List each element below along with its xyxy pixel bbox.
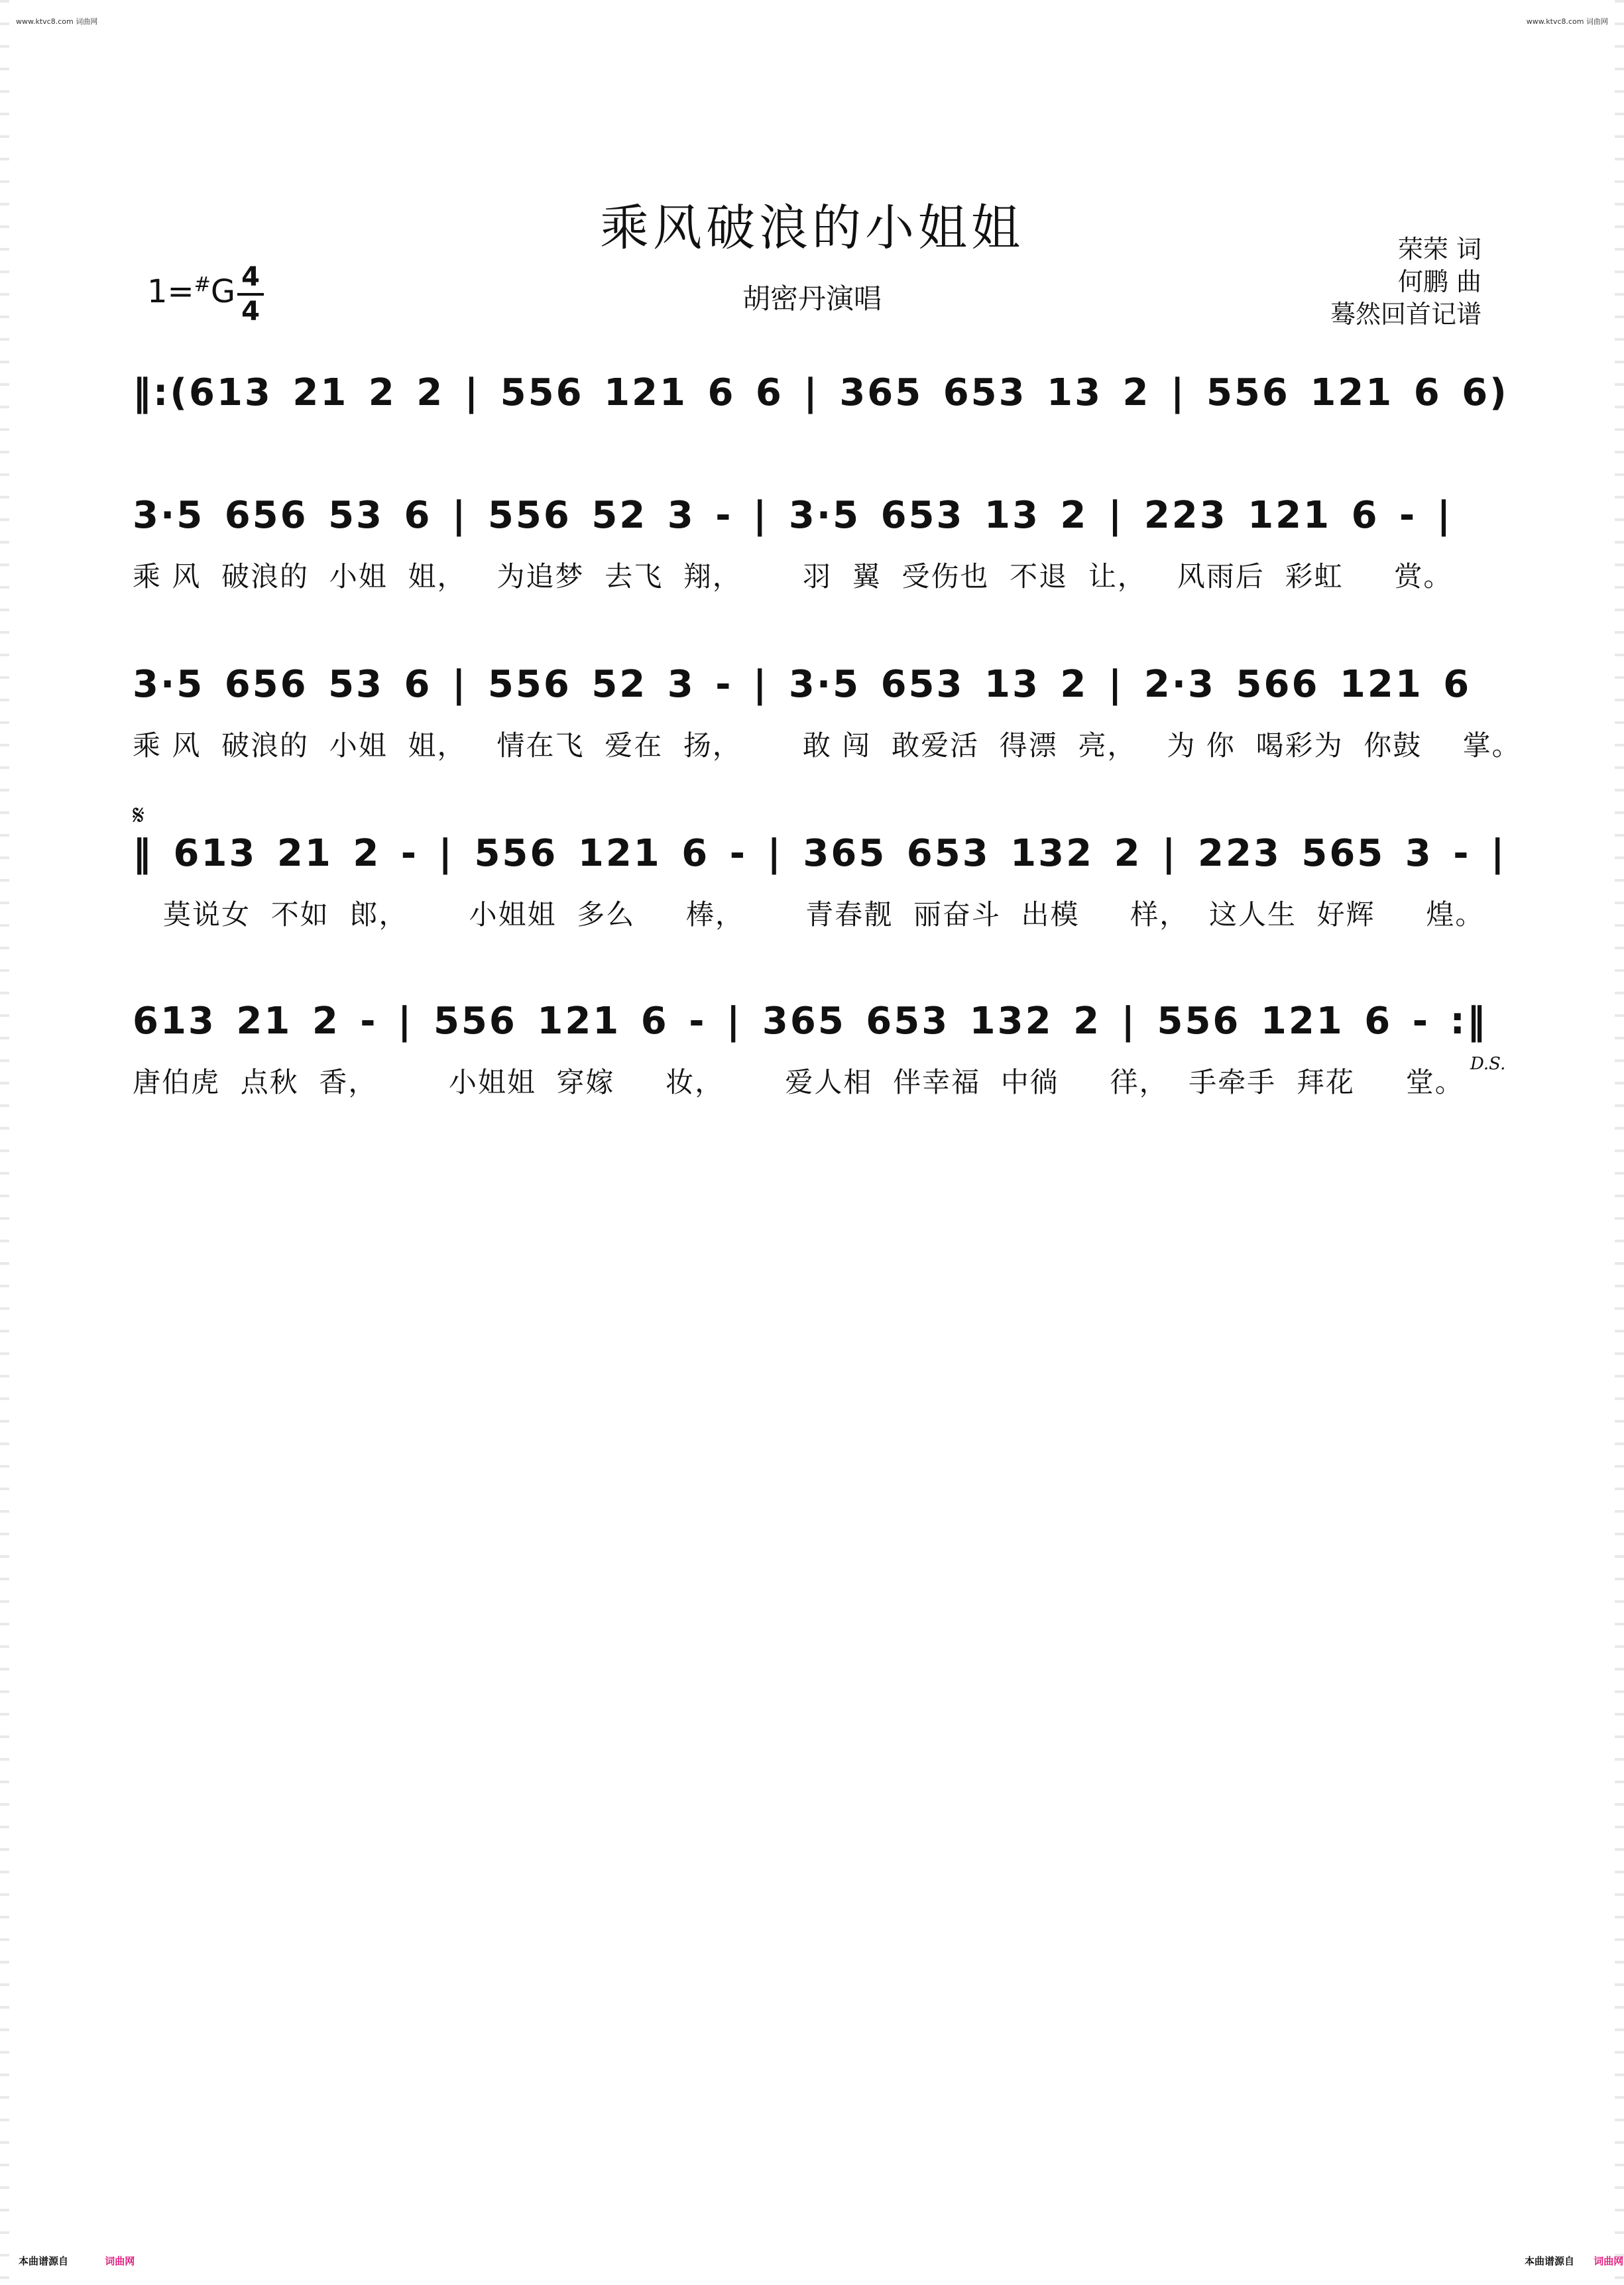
sharp-symbol: # xyxy=(194,273,211,296)
notes-line-5: 613 21 2 - | 556 121 6 - | 365 653 132 2 | 556 121 6 - :‖ xyxy=(133,1000,1487,1043)
score-line-2 xyxy=(133,494,1498,626)
time-signature xyxy=(237,263,264,326)
score-line-4 xyxy=(133,832,1507,965)
lyrics-line-5: 唐伯虎 点秋 香， 小姐姐 穿嫁 妆， 爱人相 伴幸福 中徜 徉， 手牵手 拜花 堂。 xyxy=(133,1066,1464,1098)
footer-left-source: 本曲谱源自 xyxy=(19,2255,69,2267)
composer-credit: 何鹏 曲 xyxy=(1397,267,1481,296)
transcriber-credit: 蓦然回首记谱 xyxy=(1330,300,1481,329)
left-border-strip xyxy=(0,0,9,2285)
footer-right-site: 词曲网 xyxy=(1594,2255,1624,2267)
site-watermark-top-right: www.ktvc8.com 词曲网 xyxy=(1526,17,1608,26)
score-line-3 xyxy=(133,663,1521,795)
lyrics-line-3: 乘 风 破浪的 小姐 姐， 情在飞 爱在 扬， 敢 闯 敢爱活 得漂 亮， 为 你 喝彩为 你鼓 掌。 xyxy=(133,729,1521,762)
footer-right xyxy=(1525,2254,1623,2268)
footer-left xyxy=(19,2254,135,2268)
notes-line-1: ‖:(613 21 2 2 | 556 121 6 6 | 365 653 13 2 | 556 121 6 6) xyxy=(133,371,1509,414)
key-signature xyxy=(147,273,235,310)
notes-line-2: 3·5 656 53 6 | 556 52 3 - | 3·5 653 13 2 | 223 121 6 - | xyxy=(133,494,1453,537)
time-fraction-bar xyxy=(237,293,264,296)
singer-credit: 胡密丹演唱 xyxy=(742,282,882,315)
segno-sign: 𝄋 xyxy=(133,799,145,831)
time-bottom: 4 xyxy=(241,296,260,327)
score-line-5 xyxy=(133,1000,1498,1132)
notes-line-3: 3·5 656 53 6 | 556 52 3 - | 3·5 653 13 2 | 2·3 566 121 6 xyxy=(133,663,1472,706)
right-border-strip xyxy=(1615,0,1624,2285)
key-prefix: 1= xyxy=(147,273,194,310)
lyrics-line-4: 莫说女 不如 郎， 小姐姐 多么 棒， 青春靓 丽奋斗 出模 样， 这人生 好辉 煌。 xyxy=(133,898,1485,931)
dal-segno-mark: D.S. xyxy=(1470,1054,1506,1074)
footer-left-site: 词曲网 xyxy=(105,2255,135,2267)
notes-line-4: ‖ 613 21 2 - | 556 121 6 - | 365 653 132 2 | 223 565 3 - | xyxy=(133,832,1507,875)
lyrics-line-2: 乘 风 破浪的 小姐 姐， 为追梦 去飞 翔， 羽 翼 受伤也 不退 让， 风雨后 彩虹 赏。 xyxy=(133,560,1453,593)
footer-right-source: 本曲谱源自 xyxy=(1525,2255,1575,2267)
key-note: G xyxy=(210,273,236,310)
lyricist-credit: 荣荣 词 xyxy=(1397,235,1481,264)
time-top: 4 xyxy=(241,262,260,292)
site-watermark-top-left: www.ktvc8.com 词曲网 xyxy=(16,17,98,26)
song-title: 乘风破浪的小姐姐 xyxy=(600,200,1024,257)
score-line-1 xyxy=(133,371,1509,504)
credits-block xyxy=(1330,233,1481,331)
